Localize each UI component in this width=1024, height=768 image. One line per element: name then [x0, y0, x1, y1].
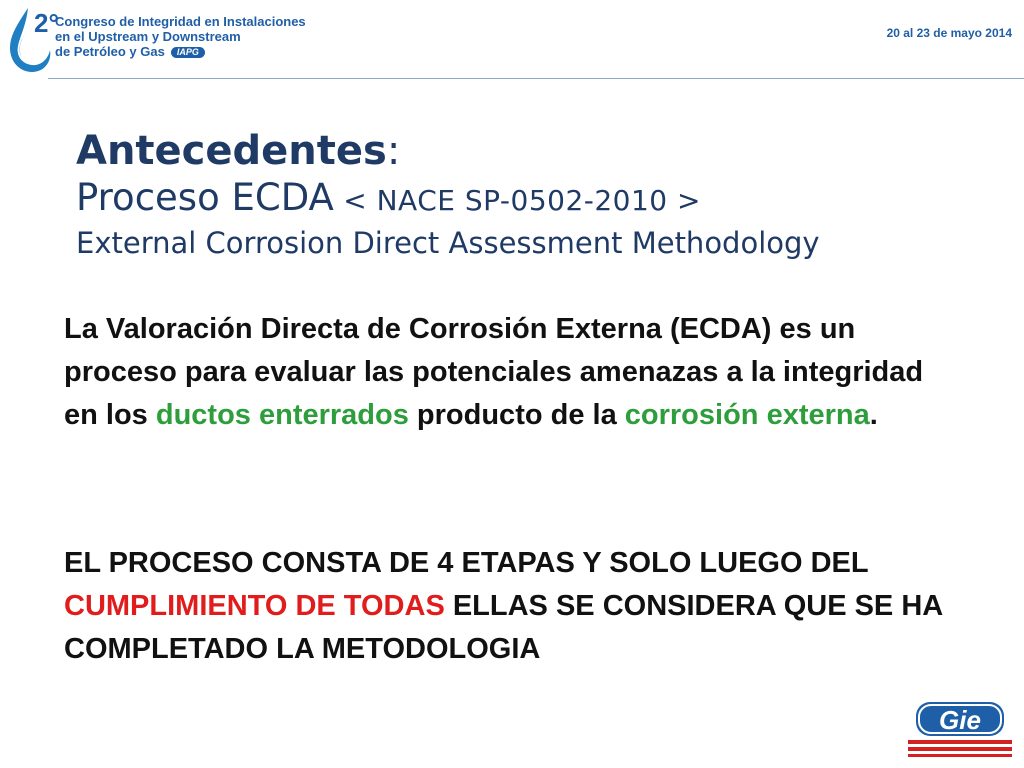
title-subtitle: External Corrosion Direct Assessment Methodology: [76, 226, 820, 260]
highlight-ductos-enterrados: ductos enterrados: [155, 399, 409, 431]
congress-line-1: Congreso de Integridad en Instalaciones: [55, 14, 306, 29]
gie-logo-icon: [908, 700, 1012, 758]
water-drop-logo-icon: [6, 2, 59, 74]
congress-line-3: de Petróleo y Gas: [55, 44, 165, 59]
paragraph1-text-2: producto de la: [408, 399, 625, 431]
iapg-badge: IAPG: [171, 47, 205, 58]
slide-header: [0, 0, 1024, 80]
ordinal: 2°: [34, 8, 59, 38]
title-proceso: Proceso ECDA: [76, 176, 334, 219]
paragraph1-end: .: [869, 399, 878, 431]
slide-title: [76, 126, 820, 263]
paragraph-ecda-definition: [64, 308, 964, 437]
paragraph2-text: EL PROCESO CONSTA DE 4 ETAPAS Y SOLO LUEGO DEL: [64, 547, 869, 579]
event-dates: 20 al 23 de mayo 2014: [886, 26, 1012, 40]
title-heading: Antecedentes: [76, 128, 387, 174]
congress-line-2: en el Upstream y Downstream: [55, 29, 241, 44]
highlight-cumplimiento: CUMPLIMIENTO DE TODAS: [64, 590, 445, 622]
congress-title: [55, 14, 306, 59]
title-nace: < NACE SP-0502-2010 >: [333, 184, 701, 217]
title-colon: :: [386, 128, 401, 174]
highlight-corrosion-externa: corrosión externa: [624, 399, 870, 431]
paragraph2-text-2: ELLAS SE CONSIDERA QUE SE HA COMPLETADO LA METODOLOGIA: [64, 590, 943, 665]
header-divider: [48, 78, 1024, 79]
gie-logo-text: Gie: [939, 705, 981, 735]
paragraph1-text: La Valoración Directa de Corrosión Externa (ECDA) es un proceso para evaluar las potenciales amenazas a la integridad en los: [64, 313, 924, 431]
paragraph-process-stages: [64, 542, 964, 671]
